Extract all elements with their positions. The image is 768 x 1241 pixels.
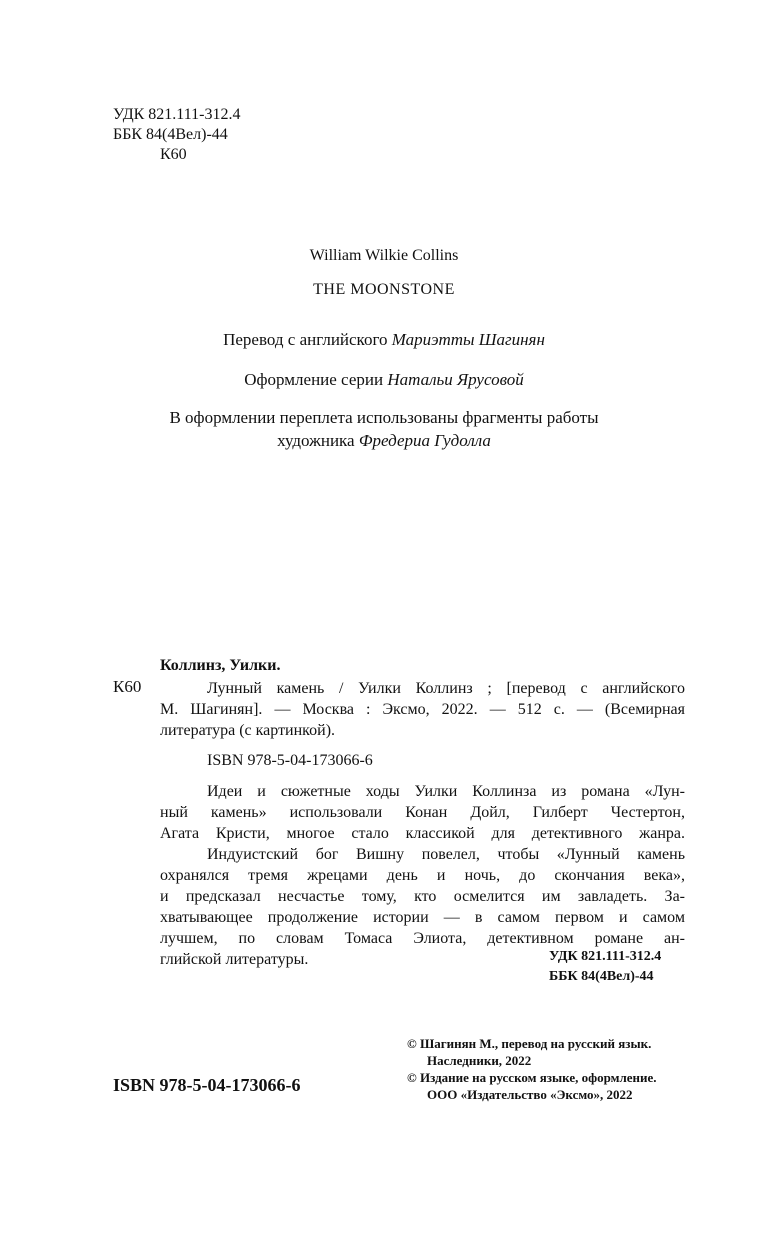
catalog-isbn: ISBN 978-5-04-173066-6 [207,752,373,769]
series-design-credit [0,369,768,391]
series-designer-name: Натальи Ярусовой [387,370,524,389]
udk-top: УДК 821.111-312.4 [113,106,241,123]
copyright-publisher: ООО «Издательство «Эксмо», 2022 [427,1087,633,1102]
annotation-line-5: охранялся тремя жрецами день и ночь, до скончания века», [160,867,685,884]
annotation-line-6: и предсказал несчастье тому, кто осмелится им завладеть. За- [160,888,685,905]
catalog-heading: Коллинз, Уилки. [160,657,281,674]
catalog-bbk: ББК 84(4Вел)-44 [549,969,654,984]
original-author: William Wilkie Collins [309,247,459,264]
catalog-line1: Лунный камень / Уилки Коллинз ; [перевод с английского [207,680,685,697]
cover-credit-line1: В оформлении переплета использованы фрагменты работы [169,408,599,427]
translation-prefix: Перевод с английского [223,330,388,349]
translation-credit [0,329,768,351]
bbk-top: ББК 84(4Вел)-44 [113,126,228,143]
catalog-udk: УДК 821.111-312.4 [549,949,662,964]
catalog-mark: К60 [113,677,142,696]
annotation-line-4: Индуистский бог Вишну повелел, чтобы «Лунный камень [207,846,685,863]
annotation-line-7: хватывающее продолжение истории — в самом первом и самом [160,909,685,926]
catalog-line2: М. Шагинян]. — Москва : Эксмо, 2022. — 512 с. — (Всемирная [160,701,685,718]
copyright-translation-heirs: Наследники, 2022 [427,1053,532,1068]
copyright-translation: © Шагинян М., перевод на русский язык. [407,1036,652,1051]
annotation-line-2: ный камень» использовали Конан Дойл, Гилберт Честертон, [160,804,685,821]
cover-credit-line2 [0,430,768,452]
copyright-edition: © Издание на русском языке, оформление. [407,1070,657,1085]
catalog-line3: литература (с картинкой). [160,722,336,739]
author-mark-top: К60 [160,146,187,163]
annotation-line-8: лучшем, по словам Томаса Элиота, детективном романе ан- [160,930,685,947]
series-design-prefix: Оформление серии [244,370,384,389]
annotation-line-9: глийской литературы. [160,951,309,968]
cover-artist-prefix: художника [277,431,355,450]
translator-name: Мариэтты Шагинян [391,330,545,349]
annotation-line-1: Идеи и сюжетные ходы Уилки Коллинза из романа «Лун- [207,783,685,800]
footer-isbn: ISBN 978-5-04-173066-6 [113,1075,301,1095]
original-title: THE MOONSTONE [313,281,455,298]
cover-artist-name: Фредериа Гудолла [358,431,491,450]
annotation-line-3: Агата Кристи, многое стало классикой для детективного жанра. [160,825,685,842]
